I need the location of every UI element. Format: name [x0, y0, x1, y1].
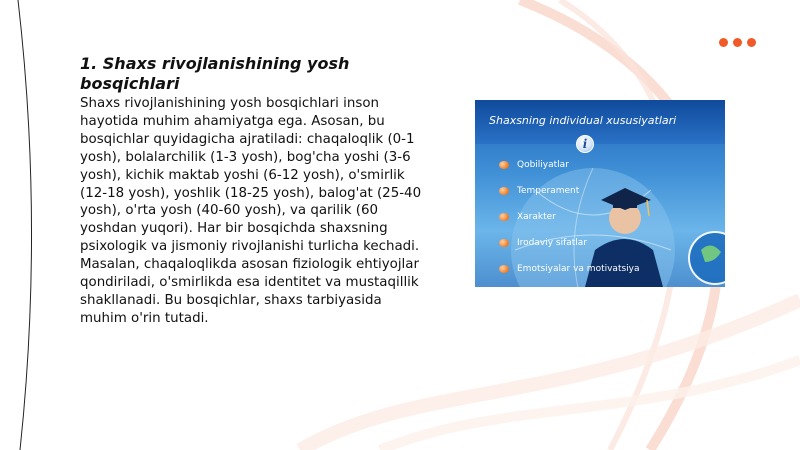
list-item-label: Irodaviy sifatlar: [517, 238, 588, 248]
dot-2: [733, 38, 742, 47]
info-icon: i: [576, 135, 594, 153]
list-item-label: Temperament: [517, 186, 580, 196]
list-item: [499, 234, 640, 260]
slide-title: 1. Shaxs rivojlanishining yosh bosqichlari: [80, 54, 350, 93]
list-item: [499, 182, 640, 208]
list-item-label: Xarakter: [517, 212, 556, 222]
list-item-label: Emotsiyalar va motivatsiya: [517, 264, 640, 274]
bullet-icon: [499, 265, 509, 273]
traits-list: [499, 156, 640, 286]
left-arc-line: [18, 0, 32, 450]
bullet-icon: [499, 239, 509, 247]
list-item: [499, 156, 640, 182]
illustration-title: Shaxsning individual xususiyatlari: [489, 114, 677, 127]
list-item-label: Qobiliyatlar: [517, 160, 569, 170]
body-paragraph: Shaxs rivojlanishining yosh bosqichlari inson hayotida muhim ahamiyatga ega. Asosan, bu bosqichlar quyidagicha ajratiladi: chaqaloqlik (0-1 yosh), bolalarchilik (1-3 yosh), bog'cha yoshi (3-6 yosh), kichik maktab yoshi (6-12 yosh), o'smirlik (12-18 yosh), yoshlik (18-25 yosh), balog'at (25-40 yosh), o'rta yosh (40-60 yosh), va qarilik (60 yoshdan yuqori). Har bir bosqichda shaxsning psixologik va jismoniy rivojlanishi turlicha kechadi. Masalan, chaqaloqlikda asosan fiziologik ehtiyojlar qondiriladi, o'smirlikda esa identitet va mustaqillik shakllanadi. Bu bosqichlar, shaxs tarbiyasida muhim o'rin tutadi.: [80, 96, 422, 326]
bullet-icon: [499, 161, 509, 169]
list-item: [499, 260, 640, 286]
dot-1: [719, 38, 728, 47]
bullet-icon: [499, 187, 509, 195]
illustration: [475, 100, 725, 287]
bullet-icon: [499, 213, 509, 221]
decorative-dots: [719, 38, 756, 47]
list-item: [499, 208, 640, 234]
dot-3: [747, 38, 756, 47]
